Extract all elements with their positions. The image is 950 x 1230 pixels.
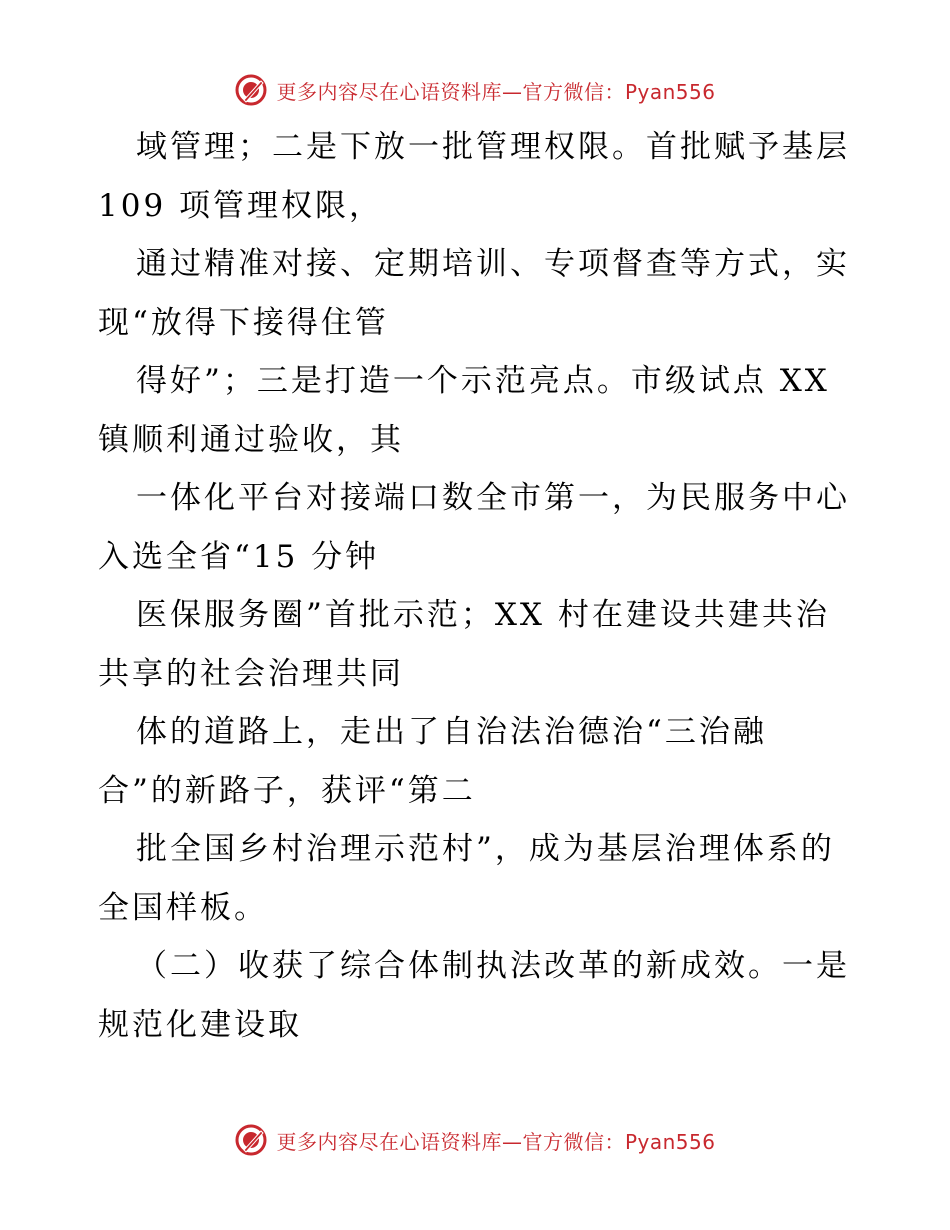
text-line: 109 项管理权限， [98,187,384,224]
text-line: 全国样板。 [98,889,268,926]
text-line: 现“放得下接得住管 [98,304,389,341]
text-line: 域管理；二是下放一批管理权限。首批赋予基层 [136,129,850,165]
text-line: 合”的新路子，获评“第二 [98,772,476,809]
text-line: 医保服务圈”首批示范；XX 村在建设共建共治 [136,597,830,633]
header-banner [0,70,950,110]
text-line: 镇顺利通过验收，其 [98,421,404,458]
text-line: 体的道路上，走出了自治法治德治“三治融 [136,714,767,750]
text-line: 得好”；三是打造一个示范亮点。市级试点 XX [136,363,830,399]
logo-icon [234,73,268,107]
footer-banner [0,1120,950,1160]
footer-text: 更多内容尽在心语资料库—官方微信：Pyan556 [276,1129,716,1154]
document-body [98,118,858,1054]
text-line: 批全国乡村治理示范村”，成为基层治理体系的 [136,831,835,867]
text-line: 入选全省“15 分钟 [98,538,380,575]
text-line: 一体化平台对接端口数全市第一，为民服务中心 [136,480,850,516]
text-line: 规范化建设取 [98,1006,302,1043]
text-line: 共享的社会治理共同 [98,655,404,692]
header-text: 更多内容尽在心语资料库—官方微信：Pyan556 [276,79,716,104]
logo-icon [234,1123,268,1157]
text-line: 通过精准对接、定期培训、专项督查等方式，实 [136,246,850,282]
text-line: （二）收获了综合体制执法改革的新成效。一是 [136,948,850,984]
